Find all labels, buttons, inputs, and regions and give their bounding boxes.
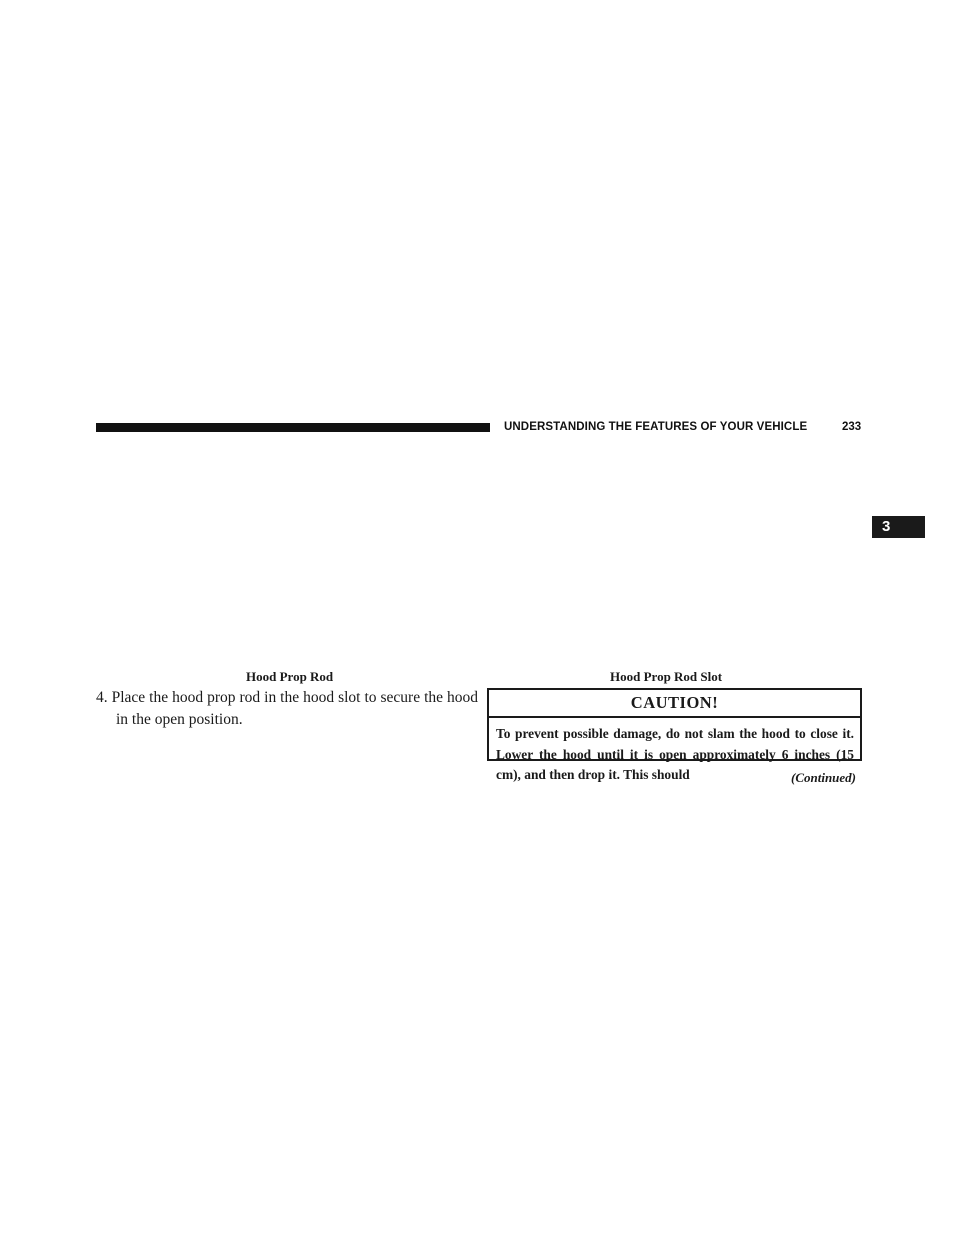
step-text: Place the hood prop rod in the hood slot to secure the hood in the open position. bbox=[111, 689, 479, 728]
header-rule bbox=[96, 423, 490, 432]
section-title: UNDERSTANDING THE FEATURES OF YOUR VEHICLE bbox=[504, 421, 808, 433]
figure-caption-hood-prop-rod: Hood Prop Rod bbox=[246, 669, 334, 684]
step-number: 4. bbox=[96, 689, 108, 706]
chapter-tab: 3 bbox=[872, 516, 925, 538]
figure-caption-hood-prop-rod-slot: Hood Prop Rod Slot bbox=[610, 669, 723, 684]
continued-label: (Continued) bbox=[790, 770, 856, 785]
caution-title: CAUTION! bbox=[489, 690, 860, 718]
page-number: 233 bbox=[842, 421, 862, 433]
caution-body: To prevent possible damage, do not slam the hood to close it. Lower the hood until it is open approximately 6 inches (15 cm), and then drop it. This should bbox=[496, 726, 854, 782]
step-4 bbox=[96, 687, 478, 731]
